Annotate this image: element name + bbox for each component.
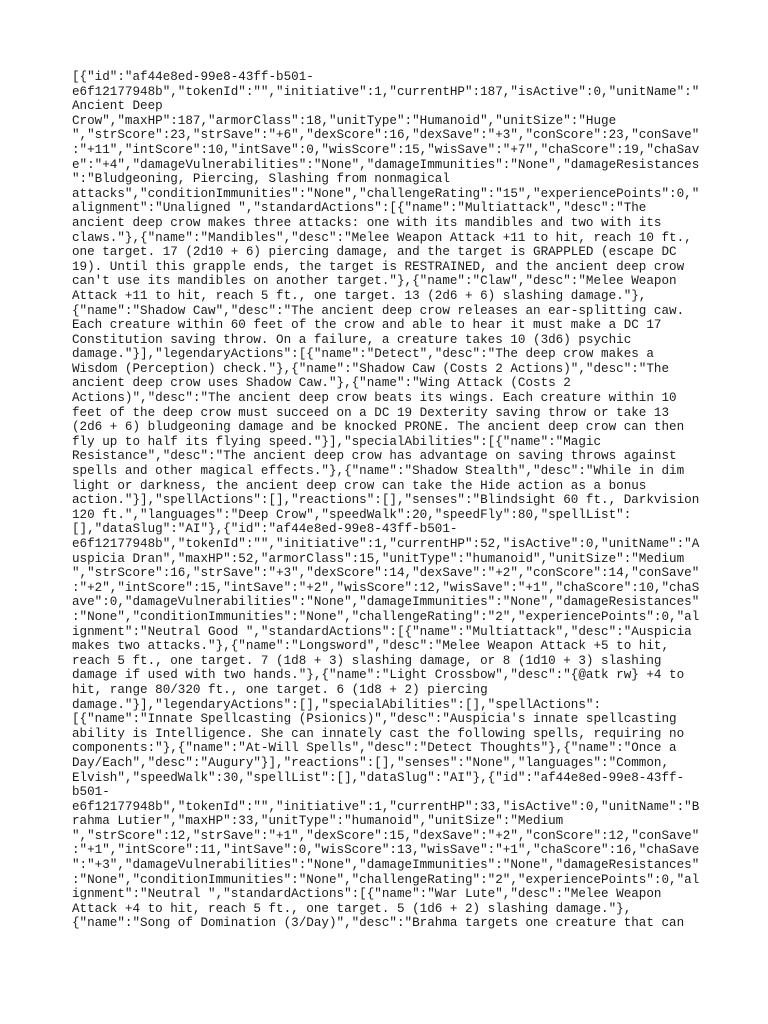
text-line: ","strScore":23,"strSave":"+6","dexScore":16,"dexSave":"+3","conScore":23,"conSave"	[72, 128, 700, 143]
text-line: Ancient Deep	[72, 99, 163, 114]
text-line: :"+11","intScore":10,"intSave":0,"wisScore":15,"wisSave":"+7","chaScore":19,"chaSav	[72, 142, 700, 157]
text-line: attacks","conditionImmunities":"None","challengeRating":"15","experiencePoints":0,"	[72, 186, 700, 201]
text-line: ","strScore":16,"strSave":"+3","dexScore":14,"dexSave":"+2","conScore":14,"conSave"	[72, 566, 700, 581]
text-line: {"name":"Song of Domination (3/Day)","desc":"Brahma targets one creature that can	[72, 916, 685, 931]
text-line: e6f12177948b","tokenId":"","initiative":1,"currentHP":187,"isActive":0,"unitName":"	[72, 84, 700, 99]
text-line: e6f12177948b","tokenId":"","initiative":1,"currentHP":52,"isActive":0,"unitName":"A	[72, 537, 700, 551]
text-line: Wisdom (Perception) check."},{"name":"Shadow Caw (Costs 2 Actions)","desc":"The	[72, 361, 670, 376]
text-line: uspicia Dran","maxHP":52,"armorClass":15,"unitType":"humanoid","unitSize":"Medium	[72, 551, 685, 566]
text-line: hit, range 80/320 ft., one target. 6 (1d8 + 2) piercing	[72, 682, 488, 697]
text-line: [{"name":"Innate Spellcasting (Psionics)","desc":"Auspicia's innate spellcasting	[72, 712, 677, 727]
text-line: rahma Lutier","maxHP":33,"unitType":"humanoid","unitSize":"Medium	[72, 814, 564, 829]
text-line: ability is Intelligence. She can innately cast the following spells, requiring no	[72, 726, 685, 741]
text-line: can't use its mandibles on another target."},{"name":"Claw","desc":"Melee Weapon	[72, 274, 677, 289]
text-line: :"None","conditionImmunities":"None","challengeRating":"2","experiencePoints":0,"al	[72, 872, 700, 887]
text-line: :"+1","intScore":11,"intSave":0,"wisScore":13,"wisSave":"+1","chaScore":16,"chaSave	[72, 843, 700, 858]
text-line: components:"},{"name":"At-Will Spells","desc":"Detect Thoughts"},{"name":"Once a	[72, 741, 677, 756]
text-line: ","strScore":12,"strSave":"+1","dexScore":15,"dexSave":"+2","conScore":12,"conSave"	[72, 828, 700, 843]
text-line: Attack +11 to hit, reach 5 ft., one target. 13 (2d6 + 6) slashing damage."},	[72, 288, 647, 303]
text-line: claws."},{"name":"Mandibles","desc":"Melee Weapon Attack +11 to hit, reach 10 ft.,	[72, 230, 692, 245]
text-line: makes two attacks."},{"name":"Longsword","desc":"Melee Weapon Attack +5 to hit,	[72, 639, 670, 654]
text-line: spells and other magical effects."},{"name":"Shadow Stealth","desc":"While in dim	[72, 464, 685, 479]
text-line: b501-	[72, 785, 110, 800]
text-line: (2d6 + 6) bludgeoning damage and be knocked PRONE. The ancient deep crow can then	[72, 420, 685, 435]
text-line: light or darkness, the ancient deep crow can take the Hide action as a bonus	[72, 478, 647, 493]
text-line: reach 5 ft., one target. 7 (1d8 + 3) slashing damage, or 8 (1d10 + 3) slashing	[72, 653, 662, 668]
text-line: Each creature within 60 feet of the crow and able to hear it must make a DC 17	[72, 318, 662, 333]
text-line: one target. 17 (2d10 + 6) piercing damage, and the target is GRAPPLED (escape DC	[72, 245, 677, 260]
text-line: damage."}],"legendaryActions":[{"name":"Detect","desc":"The deep crow makes a	[72, 347, 654, 362]
text-line: [{"id":"af44e8ed-99e8-43ff-b501-	[72, 70, 314, 84]
text-line: damage."}],"legendaryActions":[],"specialAbilities":[],"spellActions":	[72, 697, 602, 712]
text-line: ":"+3","damageVulnerabilities":"None","damageImmunities":"None","damageResistances"	[72, 858, 700, 873]
text-line: Crow","maxHP":187,"armorClass":18,"unitType":"Humanoid","unitSize":"Huge	[72, 113, 617, 128]
text-line: ignment":"Neutral ","standardActions":[{"name":"War Lute","desc":"Melee Weapon	[72, 887, 662, 902]
text-line: ancient deep crow makes three attacks: one with its mandibles and two with its	[72, 215, 662, 230]
text-line: Attack +4 to hit, reach 5 ft., one target. 5 (1d6 + 2) slashing damage."},	[72, 901, 632, 916]
text-line: :"+2","intScore":15,"intSave":"+2","wisScore":12,"wisSave":"+1","chaScore":10,"chaS	[72, 580, 700, 595]
text-line: ave":0,"damageVulnerabilities":"None","damageImmunities":"None","damageResistances"	[72, 595, 700, 610]
text-line: action."}],"spellActions":[],"reactions":[],"senses":"Blindsight 60 ft., Darkvision	[72, 493, 700, 508]
text-line: Actions)","desc":"The ancient deep crow beats its wings. Each creature within 10	[72, 391, 677, 406]
text-line: ":"Bludgeoning, Piercing, Slashing from nonmagical	[72, 172, 450, 187]
text-line: 19). Until this grapple ends, the target is RESTRAINED, and the ancient deep crow	[72, 259, 685, 274]
text-line: fly up to half its flying speed."}],"specialAbilities":[{"name":"Magic	[72, 434, 602, 449]
text-line: Day/Each","desc":"Augury"}],"reactions":[],"senses":"None","languages":"Common,	[72, 755, 670, 770]
text-line: damage if used with two hands."},{"name":"Light Crossbow","desc":"{@atk rw} +4 to	[72, 668, 685, 683]
text-line: :"None","conditionImmunities":"None","challengeRating":"2","experiencePoints":0,"al	[72, 609, 700, 624]
text-line: Elvish","speedWalk":30,"spellList":[],"dataSlug":"AI"},{"id":"af44e8ed-99e8-43ff-	[72, 770, 685, 785]
text-line: Constitution saving throw. On a failure, a creature takes 10 (3d6) psychic	[72, 332, 632, 347]
text-line: ignment":"Neutral Good ","standardActions":[{"name":"Multiattack","desc":"Auspicia	[72, 624, 692, 639]
text-line: feet of the deep crow must succeed on a DC 19 Dexterity saving throw or take 13	[72, 405, 670, 420]
text-line: 120 ft.","languages":"Deep Crow","speedWalk":20,"speedFly":80,"spellList":	[72, 507, 632, 522]
text-line: alignment":"Unaligned ","standardActions":[{"name":"Multiattack","desc":"The	[72, 201, 647, 216]
document-text	[72, 70, 702, 931]
text-line: e6f12177948b","tokenId":"","initiative":1,"currentHP":33,"isActive":0,"unitName":"B	[72, 799, 700, 814]
text-line: ancient deep crow uses Shadow Caw."},{"name":"Wing Attack (Costs 2	[72, 376, 571, 391]
text-line: e":"+4","damageVulnerabilities":"None","damageImmunities":"None","damageResistances	[72, 157, 700, 172]
text-line: {"name":"Shadow Caw","desc":"The ancient deep crow releases an ear-splitting caw.	[72, 303, 685, 318]
text-line: [],"dataSlug":"AI"},{"id":"af44e8ed-99e8-43ff-b501-	[72, 522, 458, 537]
text-line: Resistance","desc":"The ancient deep crow has advantage on saving throws against	[72, 449, 677, 464]
